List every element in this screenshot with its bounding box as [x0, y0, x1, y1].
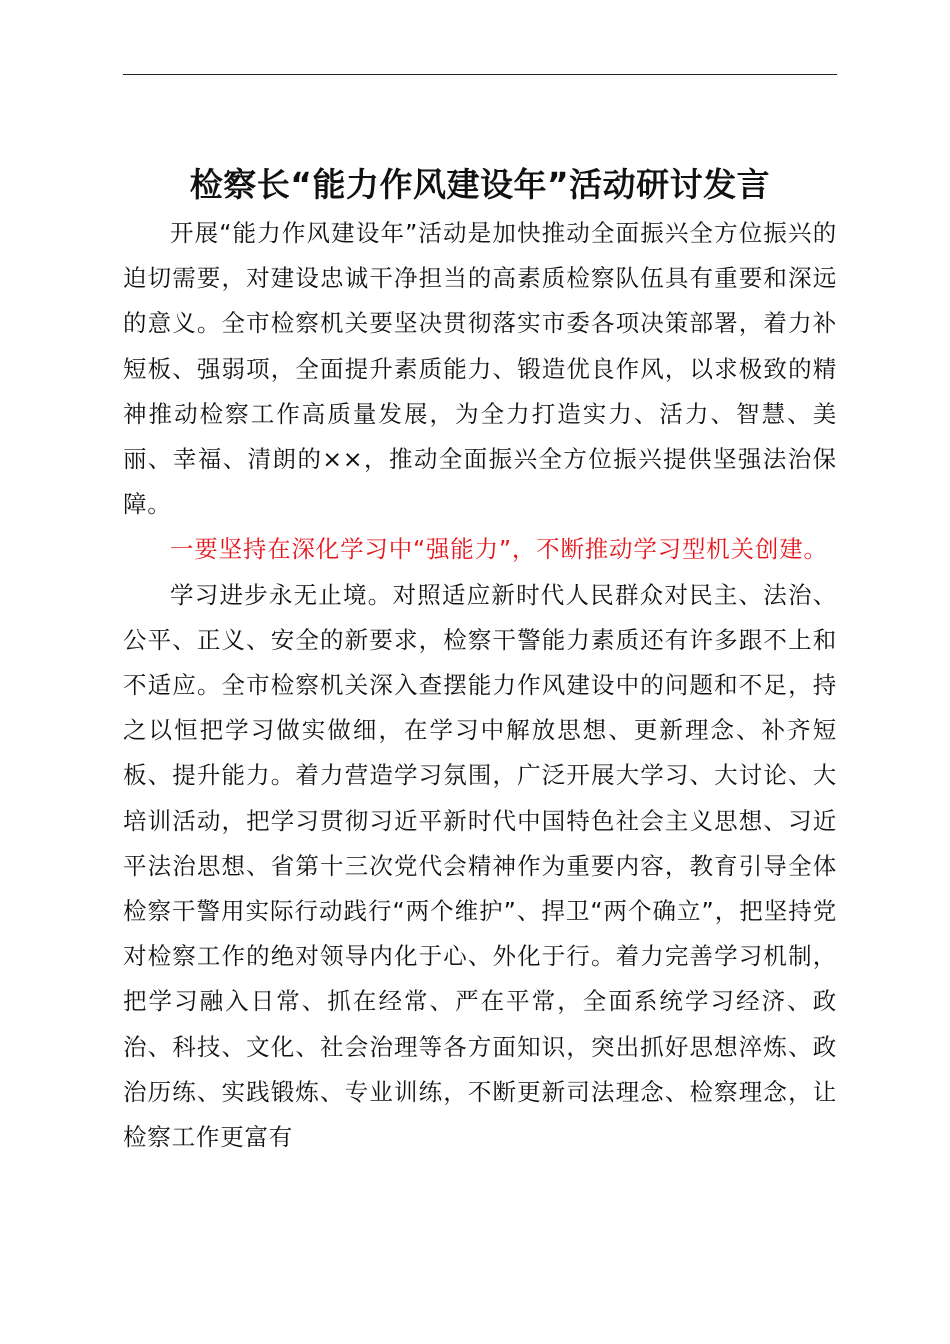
section-heading-1: 一要坚持在深化学习中“强能力”，不断推动学习型机关创建。	[170, 535, 828, 564]
section-1-paragraph: 学习进步永无止境。对照适应新时代人民群众对民主、法治、公平、正义、安全的新要求，检察干警能力素质还有许多跟不上和不适应。全市检察机关深入查摆能力作风建设中的问题和不足，持之以恒把学习做实做细，在学习中解放思想、更新理念、补齐短板、提升能力。着力营造学习氛围，广泛开展大学习、大讨论、大培训活动，把学习贯彻习近平新时代中国特色社会主义思想、习近平法治思想、省第十三次党代会精神作为重要内容，教育引导全体检察干警用实际行动践行“两个维护”、捍卫“两个确立”，把坚持党对检察工作的绝对领导内化于心、外化于行。着力完善学习机制，把学习融入日常、抓在经常、严在平常，全面系统学习经济、政治、科技、文化、社会治理等各方面知识，突出抓好思想淬炼、政治历练、实践锻炼、专业训练，不断更新司法理念、检察理念，让检察工作更富有	[123, 580, 837, 1152]
document-body	[123, 211, 837, 1160]
document-title: 检察长“能力作风建设年”活动研讨发言	[189, 165, 771, 205]
header-rule	[123, 74, 837, 75]
intro-paragraph: 开展“能力作风建设年”活动是加快推动全面振兴全方位振兴的迫切需要，对建设忠诚干净担当的高素质检察队伍具有重要和深远的意义。全市检察机关要坚决贯彻落实市委各项决策部署，着力补短板、强弱项，全面提升素质能力、锻造优良作风，以求极致的精神推动检察工作高质量发展，为全力打造实力、活力、智慧、美丽、幸福、清朗的××，推动全面振兴全方位振兴提供坚强法治保障。	[123, 219, 837, 519]
